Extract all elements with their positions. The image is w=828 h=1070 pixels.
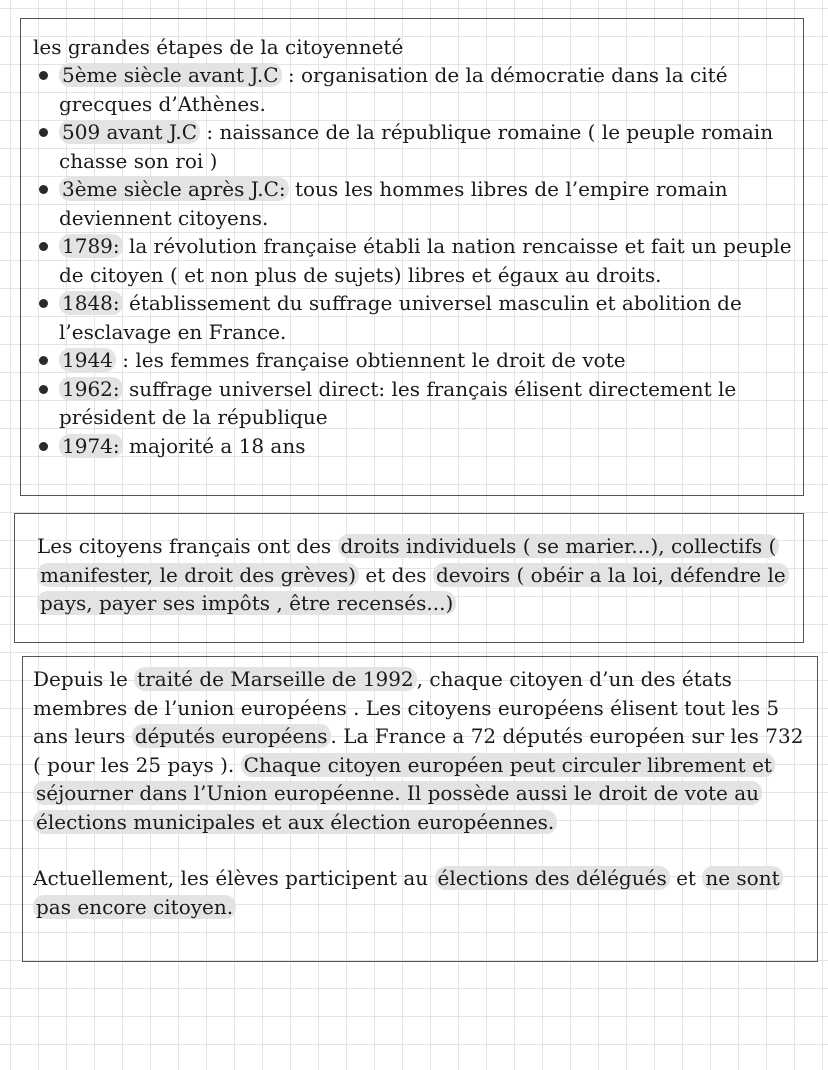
step-text: majorité a 18 ans	[122, 433, 306, 458]
step-date: 1974:	[59, 434, 123, 458]
not-citizen-highlight: ne sont pas encore citoyen.	[33, 866, 783, 919]
list-item	[33, 375, 793, 432]
step-date: 1944	[59, 348, 116, 372]
list-item	[33, 232, 793, 289]
step-text: : organisation de la démocratie dans la cité grecques d’Athènes.	[59, 63, 728, 116]
text-segment: Actuellement, les élèves participent au	[33, 866, 435, 890]
text-segment: . La France a 72 députés européen sur les 732 ( pour les 25 pays ).	[33, 724, 804, 777]
list-item	[33, 61, 793, 118]
text-segment: Les citoyens français ont des	[37, 534, 338, 558]
step-text: : naissance de la république romaine ( le peuple romain chasse son roi )	[59, 120, 774, 173]
list-item	[33, 432, 793, 461]
steps-title: les grandes étapes de la citoyenneté	[33, 35, 404, 59]
step-date: 509 avant J.C	[59, 120, 200, 144]
duties-highlight: devoirs ( obéir a la loi, défendre le pays, payer ses impôts , être recensés...)	[37, 563, 789, 616]
step-text: la révolution française établi la nation rencaisse et fait un peuple de citoyen ( et non plus de sujets) libres et égaux au droits.	[59, 234, 792, 287]
deputies-highlight: députés européens	[132, 724, 331, 748]
text-segment: et des	[359, 562, 433, 587]
text-segment: et	[669, 866, 703, 890]
step-text: établissement du suffrage universel masculin et abolition de l’esclavage en France.	[59, 291, 742, 344]
european-citizenship-box	[22, 656, 818, 962]
step-text: : les femmes française obtiennent le droit de vote	[115, 348, 626, 372]
list-item	[33, 289, 793, 346]
delegates-highlight: élections des délégués	[435, 866, 670, 890]
students-paragraph	[33, 864, 811, 921]
list-item	[33, 346, 793, 375]
step-text: suffrage universel direct: les français élisent directement le président de la république	[59, 376, 737, 429]
step-date: 3ème siècle après J.C:	[59, 177, 289, 201]
step-date: 5ème siècle avant J.C	[59, 63, 282, 87]
rights-duties-text	[37, 532, 793, 618]
rights-duties-box	[14, 513, 804, 643]
list-item	[33, 118, 793, 175]
step-text: tous les hommes libres de l’empire romain deviennent citoyens.	[59, 177, 728, 230]
text-segment: , chaque citoyen d’un des états membres de l’union européens . Les citoyens européens élisent tout les 5 ans leurs	[33, 667, 780, 748]
text-segment: Depuis le	[33, 667, 135, 691]
step-date: 1789:	[59, 234, 123, 258]
circulation-highlight: Chaque citoyen européen peut circuler librement et séjourner dans l’Union européenne. Il possède aussi le droit de vote au élections municipales et aux élection européennes.	[33, 753, 775, 834]
rights-highlight: droits individuels ( se marier...), collectifs ( manifester, le droit des grèves)	[37, 534, 779, 587]
list-item	[33, 175, 793, 232]
paragraph-gap	[33, 836, 811, 864]
european-paragraph	[33, 665, 811, 836]
step-date: 1848:	[59, 291, 123, 315]
steps-box	[20, 18, 804, 496]
treaty-highlight: traité de Marseille de 1992	[134, 667, 416, 691]
step-date: 1962:	[59, 377, 123, 401]
steps-list	[33, 61, 793, 460]
